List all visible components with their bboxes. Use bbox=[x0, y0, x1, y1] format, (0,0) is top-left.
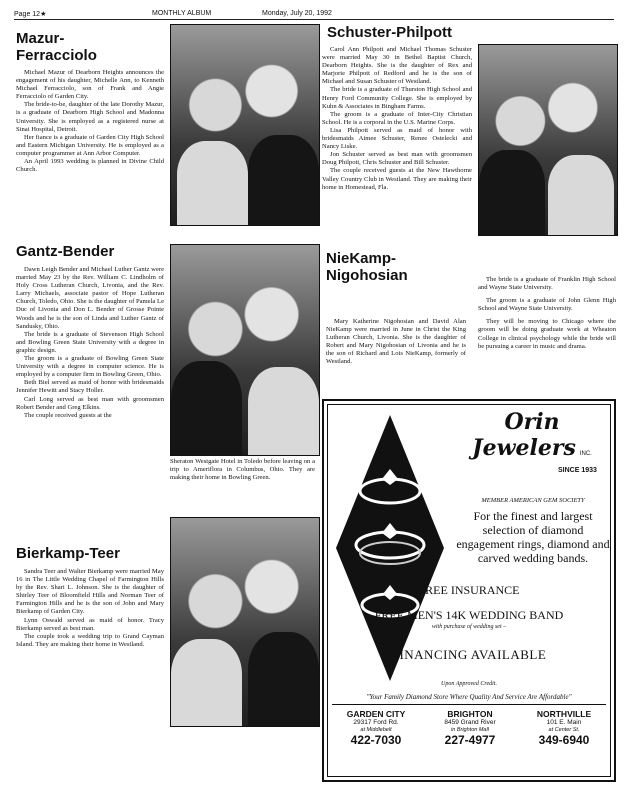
schuster-paragraph: The groom is a graduate of Inter-City Christian School. He is a corporal in the U.S. Marine Corps. bbox=[322, 110, 472, 126]
header-rule bbox=[14, 19, 614, 20]
location-northville bbox=[518, 709, 610, 747]
brand-name-line1: Orin bbox=[504, 409, 560, 435]
location-phone: 349-6940 bbox=[538, 732, 590, 747]
niekamp-body-col2 bbox=[478, 276, 616, 351]
mazur-paragraph: Her fiance is a graduate of Garden City High School and Eastern Michigan University. He is employed as a computer programmer at Ann Arbor Computer. bbox=[16, 133, 164, 157]
location-garden-city bbox=[330, 709, 422, 747]
niekamp-paragraph: Mary Katherine Nigohosian and David Alan NieKamp were married in June in Christ the King Lutheran Church, Livonia. She is the daughter of Robert and Mary Nigohosian of Livonia and he is the son of Richard and Lois NieKamp, formerly of Westland. bbox=[326, 318, 466, 366]
location-name: BRIGHTON bbox=[447, 709, 493, 719]
gantz-body bbox=[16, 266, 164, 420]
section-name: MONTHLY ALBUM bbox=[152, 10, 212, 17]
gantz-paragraph: Beth Biel served as maid of honor with bridesmaids Jennifer Hewitt and Stacy Holler. bbox=[16, 379, 164, 395]
free-insurance: FREE INSURANCE bbox=[418, 583, 520, 597]
niekamp-paragraph: They will be moving to Chicago where the groom will be doing graduate work at Wheaton College in clinical psychology while the bride will be pursuing a career in music and drama. bbox=[478, 318, 616, 350]
location-name: NORTHVILLE bbox=[536, 709, 592, 719]
brand-logo bbox=[452, 409, 612, 461]
location-cross-street: at Middlebelt bbox=[360, 726, 392, 733]
gantz-paragraph: The bride is a graduate of Stevenson High School and Bowling Green State University with a degree in graphic design. bbox=[16, 330, 164, 354]
page-number: Page 12★ bbox=[14, 11, 47, 18]
schuster-body bbox=[322, 46, 472, 192]
bierkamp-paragraph: Lynn Oswald served as maid of honor. Tracy Bierkamp served as best man. bbox=[16, 616, 164, 632]
schuster-paragraph: Lisa Philpott served as maid of honor with bridesmaids Aimee Schuster, Renee Ostelecki and Nancy Liske. bbox=[322, 126, 472, 151]
bierkamp-headline: Bierkamp-Teer bbox=[16, 545, 120, 562]
location-cross-street: in Brighton Mall bbox=[451, 726, 489, 733]
mazur-paragraph: The bride-to-be, daughter of the late Dorothy Mazur, is a graduate of Dearborn High School and Madonna University. She is employed as a registered nurse at Sinai Hospital, Detroit. bbox=[16, 101, 164, 133]
location-address: 101 E. Main bbox=[546, 719, 582, 726]
orin-jewelers-ad bbox=[322, 399, 616, 782]
mazur-couple-photo bbox=[170, 24, 320, 226]
schuster-paragraph: Jon Schuster served as best man with groomsmen Doug Philpott, Chris Schuster and Bill Schuster. bbox=[322, 151, 472, 167]
schuster-paragraph: The couple received guests at the New Hawthorne Valley Country Club in Westland. They are making their home in Homestead, Fla. bbox=[322, 167, 472, 191]
mazur-body bbox=[16, 69, 164, 174]
gantz-paragraph: Sheraton Westgate Hotel in Toledo before leaving on a trip to Ameriflora in Columbus, Ohio. They are making their home in Bowling Green. bbox=[170, 458, 315, 482]
diamond-rings-illustration bbox=[334, 413, 446, 683]
mazur-article bbox=[16, 30, 164, 174]
financing: FINANCING AVAILABLE bbox=[391, 647, 547, 662]
location-cross-street: at Center St. bbox=[548, 726, 580, 733]
free-band-offer: FREE MEN'S 14K WEDDING BAND bbox=[374, 608, 564, 622]
niekamp-headline-line1: NieKamp- bbox=[326, 250, 397, 267]
gantz-paragraph: Carl Long served as best man with groomsmen Robert Bender and Greg Elkins. bbox=[16, 395, 164, 411]
schuster-paragraph: Carol Ann Philpott and Michael Thomas Schuster were married May 30 in Bethel Baptist Church, Dearborn Heights. She is the daughter of Rex and Marjorie Philpott of Redford and he is the son of Michael and Susan Schuster of Westland. bbox=[322, 46, 472, 86]
schuster-headline: Schuster-Philpott bbox=[327, 24, 453, 41]
issue-date: Monday, July 20, 1992 bbox=[262, 10, 332, 17]
mazur-headline-line2: Ferracciolo bbox=[16, 47, 97, 64]
niekamp-paragraph: The bride is a graduate of Franklin High School and Wayne State University. bbox=[478, 276, 616, 292]
location-address: 8459 Grand River bbox=[444, 719, 496, 726]
niekamp-paragraph: The groom is a graduate of John Glenn High School and Wayne State University. bbox=[478, 297, 616, 313]
store-slogan: "Your Family Diamond Store Where Quality And Service Are Affordable" bbox=[366, 693, 572, 701]
location-name: GARDEN CITY bbox=[346, 709, 406, 719]
niekamp-headline bbox=[326, 250, 408, 284]
gantz-couple-photo bbox=[170, 244, 320, 456]
band-condition: with purchase of wedding set – bbox=[431, 624, 507, 630]
niekamp-body-col1 bbox=[326, 318, 466, 367]
gantz-body-continued bbox=[170, 458, 315, 482]
mazur-headline-line1: Mazur- bbox=[16, 30, 65, 47]
location-phone: 227-4977 bbox=[444, 732, 496, 747]
gantz-paragraph: Dawn Leigh Bender and Michael Luther Gantz were married May 23 by the Rev. William C. Lindholm of Holy Cross Lutheran Church, Livonia, and the Rev. Larry Michaels, associate pastor of Hope Lutheran Church, Toledo, Ohio. She is the daughter of Pamela Le Duc of Livonia and Don L. Bender of Grosse Pointe Woods and he is the son of Linda and Luther Gantz of Sandusky, Ohio. bbox=[16, 266, 164, 330]
location-brighton bbox=[424, 709, 516, 747]
brand-name-line2: Jewelers bbox=[472, 435, 576, 461]
mazur-headline bbox=[16, 30, 164, 64]
gantz-paragraph: The groom is a graduate of Bowling Green State University with a degree in computer science. He is employed by a computer firm in Bowling Green, Ohio. bbox=[16, 355, 164, 379]
mazur-paragraph: Michael Mazur of Dearborn Heights announces the engagement of his daughter, Michelle Ann, to Kenneth Michael Ferracciolo, son of Frank and Angie Ferracciolo of Garden City. bbox=[16, 69, 164, 101]
gantz-headline: Gantz-Bender bbox=[16, 243, 115, 260]
niekamp-headline-line2: Nigohosian bbox=[326, 267, 408, 284]
gantz-paragraph: The couple received guests at the bbox=[24, 411, 112, 419]
location-phone: 422-7030 bbox=[350, 732, 402, 747]
bierkamp-paragraph: The couple took a wedding trip to Grand Cayman Island. They are making their home in Westland. bbox=[16, 632, 164, 648]
brand-inc: INC. bbox=[579, 451, 592, 457]
schuster-paragraph: The bride is a graduate of Thurston High School and Henry Ford Community College. She is employed by Kuhn & Associates in Bingham Farms. bbox=[322, 86, 472, 110]
mazur-paragraph: An April 1993 wedding is planned in Divine Child Church. bbox=[16, 158, 164, 174]
bierkamp-couple-photo bbox=[170, 517, 320, 727]
credit-note: Upon Approved Credit. bbox=[441, 681, 497, 687]
member-line: MEMBER AMERICAN GEM SOCIETY bbox=[481, 497, 585, 504]
bierkamp-body bbox=[16, 568, 164, 649]
schuster-couple-photo bbox=[478, 44, 618, 236]
location-address: 29317 Ford Rd. bbox=[353, 719, 399, 726]
ad-divider bbox=[332, 704, 606, 705]
since-year: SINCE 1933 bbox=[558, 467, 597, 474]
bierkamp-paragraph: Sandra Teer and Walter Bierkamp were married May 16 in The Little Wedding Chapel of Farmington Hills by the Rev. Shari L. Johnson. She is the daughter of Shirley Teer of Bloomfield Hills and Norman Teer of Farmington Hills and he is the son of John and Mary Bierkamp of Garden City. bbox=[16, 568, 164, 616]
ad-tagline: For the finest and largest selection of diamond engagement rings, diamond and carved wedding bands. bbox=[456, 509, 610, 565]
